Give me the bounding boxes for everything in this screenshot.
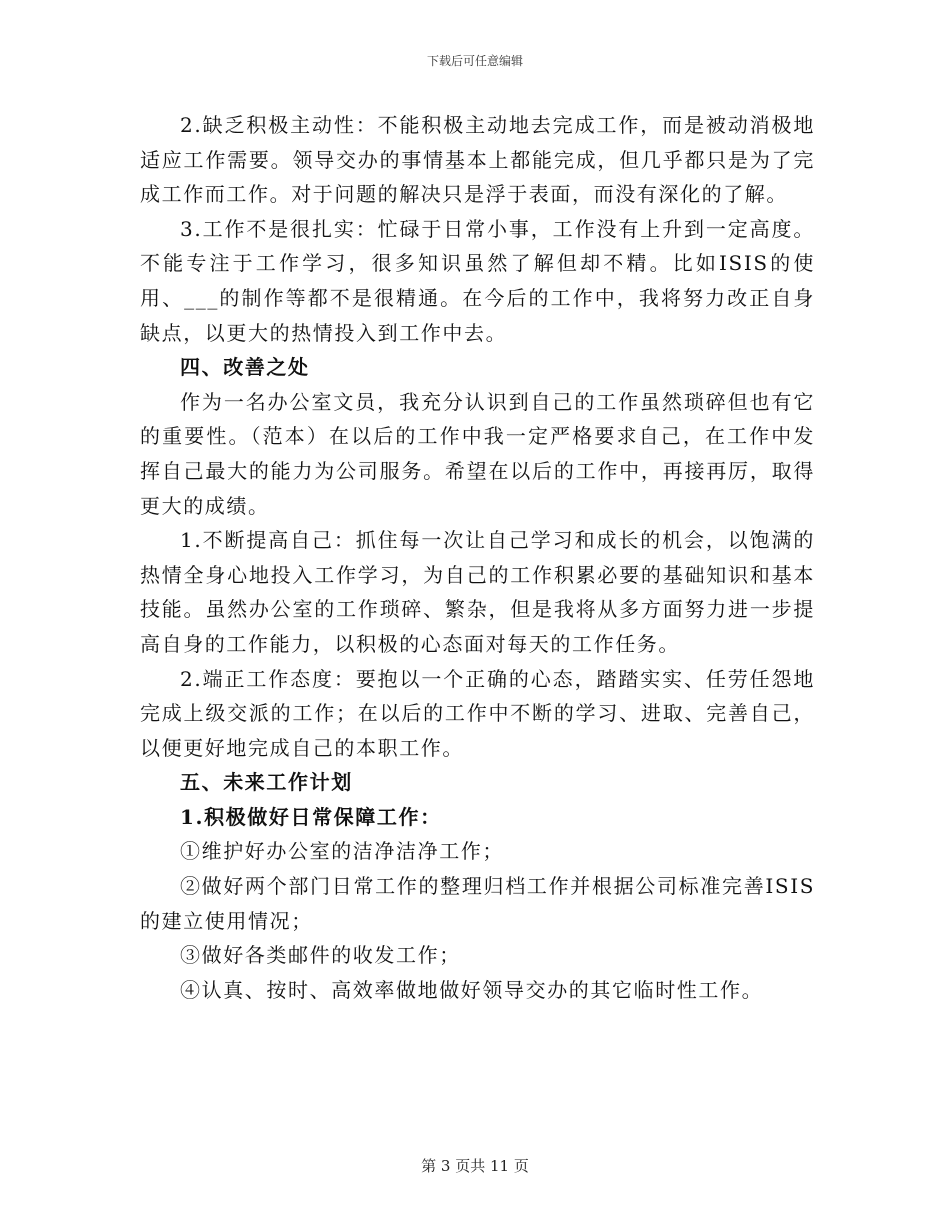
paragraph-self-improvement: 1.不断提高自己：抓住每一次让自己学习和成长的机会，以饱满的热情全身心地投入工作学习，为自己的工作积累必要的基础知识和基本技能。虽然办公室的工作琐碎、繁杂，但是我将从多方面努力进一步提高自身的工作能力，以积极的心态面对每天的工作任务。 bbox=[140, 528, 815, 656]
list-item-mail: ③做好各类邮件的收发工作； bbox=[180, 943, 461, 968]
subheading-daily-support: 1.积极做好日常保障工作： bbox=[180, 804, 442, 829]
paragraph-not-solid: 3.工作不是很扎实：忙碌于日常小事，工作没有上升到一定高度。不能专注于工作学习，很多知识虽然了解但却不精。比如ISIS的使用、___的制作等都不是很精通。在今后的工作中，我将努力改正自身缺点，以更大的热情投入到工作中去。 bbox=[140, 216, 815, 345]
paragraph-lack-initiative: 2.缺乏积极主动性：不能积极主动地去完成工作，而是被动消极地适应工作需要。领导交办的事情基本上都能完成，但几乎都只是为了完成工作而工作。对于问题的解决只是浮于表面，而没有深化的了解。 bbox=[140, 113, 815, 207]
list-item-archiving: ②做好两个部门日常工作的整理归档工作并根据公司标准完善ISIS的建立使用情况； bbox=[140, 874, 815, 933]
page-number: 第 3 页共 11 页 bbox=[421, 1157, 529, 1175]
list-item-temporary-tasks: ④认真、按时、高效率做地做好领导交办的其它临时性工作。 bbox=[180, 977, 764, 1002]
list-item-office-cleaning: ①维护好办公室的洁净洁净工作； bbox=[180, 839, 504, 864]
paragraph-improvements-intro: 作为一名办公室文员，我充分认识到自己的工作虽然琐碎但也有它的重要性。（范本）在以后的工作中我一定严格要求自己，在工作中发挥自己最大的能力为公司服务。希望在以后的工作中，再接再厉，取得更大的成绩。 bbox=[140, 389, 815, 518]
section-heading-future-plan: 五、未来工作计划 bbox=[180, 770, 353, 795]
paragraph-work-attitude: 2.端正工作态度：要抱以一个正确的心态，踏踏实实、任劳任怨地完成上级交派的工作；在以后的工作中不断的学习、进取、完善自己，以便更好地完成自己的本职工作。 bbox=[140, 666, 815, 760]
section-heading-improvements: 四、改善之处 bbox=[180, 355, 310, 380]
document-body bbox=[140, 108, 815, 1007]
page-header-note: 下载后可任意编辑 bbox=[426, 54, 523, 68]
